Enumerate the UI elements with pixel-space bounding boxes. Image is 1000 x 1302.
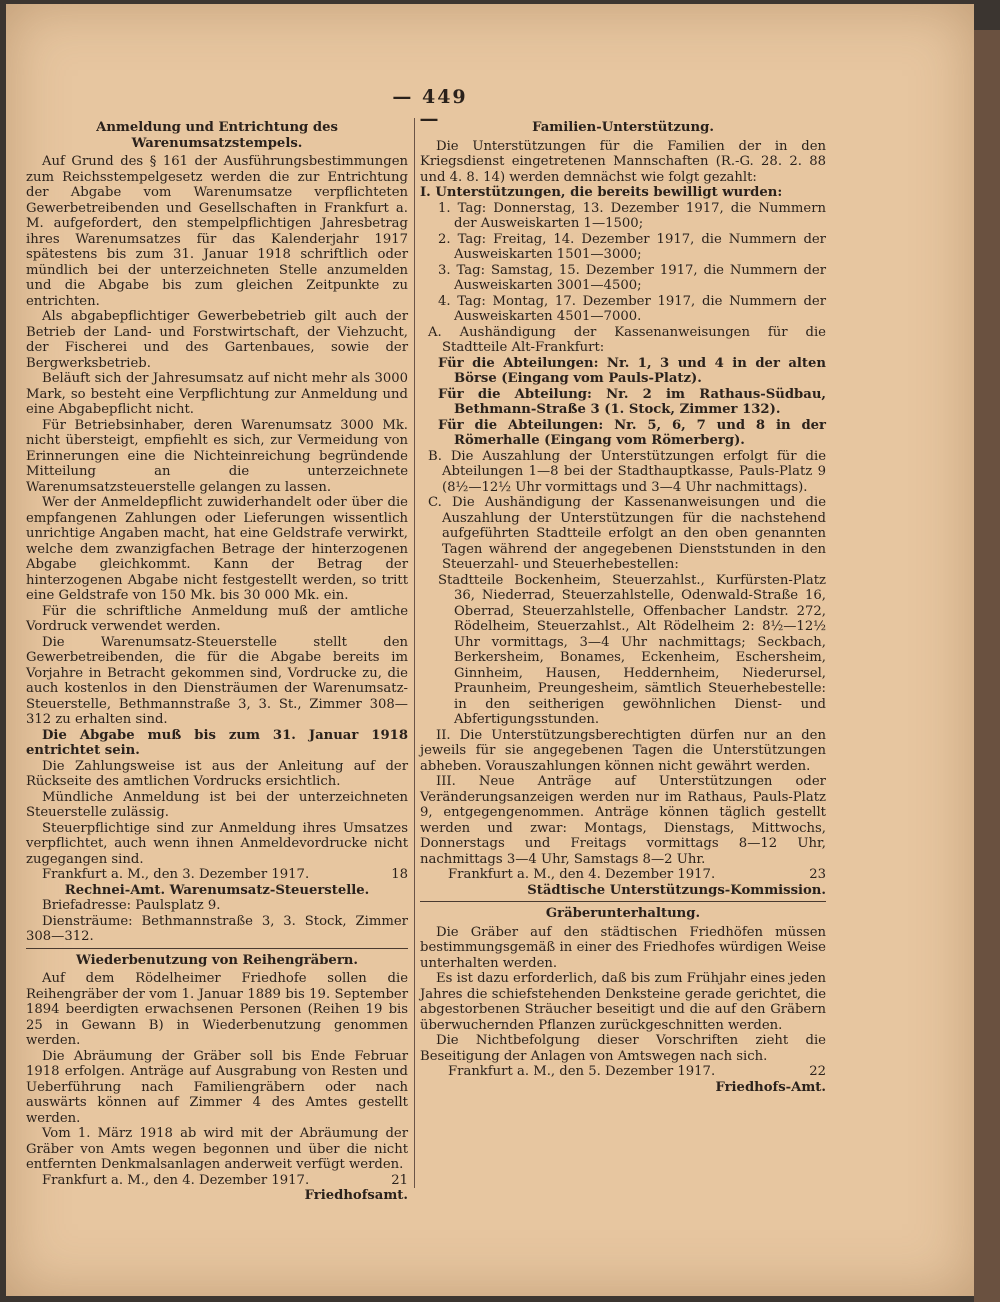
list-item: 3. Tag: Samstag, 15. Dezember 1917, die Nummern der Ausweiskarten 3001—4500; <box>438 262 826 293</box>
section-title-reihengraeber: Wiederbenutzung von Reihengräbern. <box>76 952 358 968</box>
address-line: Briefadresse: Paulsplatz 9. <box>42 898 221 913</box>
list-item: C. Die Aushändigung der Kassenanweisungen und die Auszahlung der Unterstützungen für die nachstehend aufgeführten Stadtteile erfolgt an den oben genannten Tagen während der angegebenen Dienststunden in den Steuerzahl- und Steuerhebestellen: <box>428 495 826 572</box>
paragraph: Steuerpflichtige sind zur Anmeldung ihres Umsatzes verpflichtet, auch wenn ihnen Anmeldevordrucke nicht zugegangen sind. <box>26 820 408 867</box>
left-column <box>26 118 408 1204</box>
list-item: 4. Tag: Montag, 17. Dezember 1917, die Nummern der Ausweiskarten 4501—7000. <box>438 293 826 324</box>
date-line: Frankfurt a. M., den 3. Dezember 1917. <box>42 867 310 882</box>
list-item: 2. Tag: Freitag, 14. Dezember 1917, die Nummern der Ausweiskarten 1501—3000; <box>438 231 826 262</box>
section-title-graeberunterhaltung: Gräberunterhaltung. <box>545 906 701 921</box>
paragraph: Die Abgabe muß bis zum 31. Januar 1918 entrichtet sein. <box>26 727 408 758</box>
paragraph: Die Zahlungsweise ist aus der Anleitung auf der Rückseite des amtlichen Vordrucks ersichtlich. <box>26 758 408 789</box>
list-item: 1. Tag: Donnerstag, 13. Dezember 1917, die Nummern der Ausweiskarten 1—1500; <box>438 200 826 231</box>
list-item: Stadtteile Bockenheim, Steuerzahlst., Kurfürsten-Platz 36, Niederrad, Steuerzahlstelle, Odenwald-Straße 16, Oberrad, Steuerzahlstelle, Offenbacher Landstr. 272, Rödelheim, Steuerzahlst., Alt Rödelheim 2: 8½—12½ Uhr vormittags, 3—4 Uhr nachmittags; Seckbach, Berkersheim, Bonames, Eckenheim, Eschersheim, Ginnheim, Hausen, Heddernheim, Niederursel, Praunheim, Preungesheim, sämtlich Steuerhebestelle: in den seitherigen gewöhnlichen Dienst- und Abfertigungsstunden. <box>438 572 826 727</box>
signature: Städtische Unterstützungs-Kommission. <box>527 882 826 898</box>
signature-line <box>420 867 826 883</box>
address-line: Diensträume: Bethmannstraße 3, 3. Stock, Zimmer 308—312. <box>26 913 408 944</box>
paragraph: Mündliche Anmeldung ist bei der unterzeichneten Steuerstelle zulässig. <box>26 789 408 820</box>
list-item: Für die Abteilung: Nr. 2 im Rathaus-Südbau, Bethmann-Straße 3 (1. Stock, Zimmer 132). <box>438 386 826 417</box>
paragraph: Als abgabepflichtiger Gewerbebetrieb gilt auch der Betrieb der Land- und Forstwirtschaft, der Viehzucht, der Fischerei und des Gartenbaues, sowie der Bergwerksbetrieb. <box>26 309 408 371</box>
signature: Friedhofsamt. <box>304 1188 408 1203</box>
list-item: Für die Abteilungen: Nr. 5, 6, 7 und 8 in der Römerhalle (Eingang vom Römerberg). <box>438 417 826 448</box>
paragraph: I. Unterstützungen, die bereits bewilligt wurden: <box>420 185 783 200</box>
notice-number: 18 <box>391 867 408 882</box>
paragraph: Es ist dazu erforderlich, daß bis zum Frühjahr eines jeden Jahres die schiefstehenden Denksteine gerade gerichtet, die abgestorbenen Sträucher beseitigt und die auf den Gräbern überwuchernden Pflanzen zurückgeschnitten werden. <box>420 971 826 1033</box>
paragraph: Die Gräber auf den städtischen Friedhöfen müssen bestimmungsgemäß in einer des Friedhofes würdigen Weise unterhalten werden. <box>420 924 826 971</box>
paragraph: Die Unterstützungen für die Familien der in den Kriegsdienst eingetretenen Mannschaften (R.-G. 28. 2. 88 und 4. 8. 14) werden demnächst wie folgt gezahlt: <box>420 138 826 185</box>
notice-number: 23 <box>809 867 826 882</box>
book-edge <box>974 30 1000 1302</box>
paragraph: Für Betriebsinhaber, deren Warenumsatz 3000 Mk. nicht übersteigt, empfiehlt es sich, zur Vermeidung von Erinnerungen eine die Nichteinreichung begründende Mitteilung an die unterzeichnete Warenumsatzsteuerstelle gelangen zu lassen. <box>26 417 408 495</box>
signature-line <box>26 867 408 883</box>
date-line: Frankfurt a. M., den 4. Dezember 1917. <box>448 867 716 882</box>
notice-number: 22 <box>809 1064 826 1079</box>
paragraph: Die Abräumung der Gräber soll bis Ende Februar 1918 erfolgen. Anträge auf Ausgrabung von Resten und Ueberführung nach Familiengräbern oder nach auswärts können auf Zimmer 4 des Amtes gestellt werden. <box>26 1048 408 1126</box>
paragraph: Für die schriftliche Anmeldung muß der amtliche Vordruck verwendet werden. <box>26 603 408 634</box>
paragraph: Auf dem Rödelheimer Friedhofe sollen die Reihengräber der vom 1. Januar 1889 bis 19. September 1894 beerdigten erwachsenen Personen (Reihen 19 bis 25 in Gewann B) in Wiederbenutzung genommen werden. <box>26 971 408 1048</box>
right-column <box>420 118 826 1095</box>
notice-number: 21 <box>391 1172 408 1188</box>
date-line: Frankfurt a. M., den 4. Dezember 1917. <box>42 1172 310 1188</box>
signature: Rechnei-Amt. Warenumsatz-Steuerstelle. <box>64 882 370 898</box>
paragraph: Vom 1. März 1918 ab wird mit der Abräumung der Gräber von Amts wegen begonnen und über die nicht entfernten Denkmalsanlagen anderweit verfügt werden. <box>26 1126 408 1172</box>
paragraph: III. Neue Anträge auf Unterstützungen oder Veränderungsanzeigen werden nur im Rathaus, Pauls-Platz 9, entgegengenommen. Anträge können täglich gestellt werden und zwar: Montags, Dienstags, Mittwochs, Donnerstags und Freitags vormittags 8—12 Uhr, nachmittags 3—4 Uhr, Samstags 8—2 Uhr. <box>420 774 826 867</box>
date-line: Frankfurt a. M., den 5. Dezember 1917. <box>448 1064 716 1079</box>
list-item: A. Aushändigung der Kassenanweisungen für die Stadtteile Alt-Frankfurt: <box>428 324 826 355</box>
paragraph: Beläuft sich der Jahresumsatz auf nicht mehr als 3000 Mark, so besteht eine Verpflichtung zur Anmeldung und eine Abgabepflicht nicht. <box>26 371 408 417</box>
list-item: Für die Abteilungen: Nr. 1, 3 und 4 in der alten Börse (Eingang vom Pauls-Platz). <box>438 355 826 386</box>
paragraph: Wer der Anmeldepflicht zuwiderhandelt oder über die empfangenen Zahlungen oder Lieferungen wissentlich unrichtige Angaben macht, hat eine Geldstrafe verwirkt, welche dem zwanzigfachen Betrage der hinterzogenen Abgabe gleichkommt. Kann der Betrag der hinterzogenen Abgabe nicht festgestellt werden, so tritt eine Geldstrafe von 150 Mk. bis 30 000 Mk. ein. <box>26 495 408 603</box>
paragraph: Die Nichtbefolgung dieser Vorschriften zieht die Beseitigung der Anlagen von Amtswegen nach sich. <box>420 1033 826 1064</box>
section-title-warenumsatz: Anmeldung und Entrichtung des Warenumsatzstempels. <box>96 120 338 151</box>
signature-line <box>26 1173 408 1189</box>
section-title-familien: Familien-Unterstützung. <box>532 120 714 135</box>
paragraph: II. Die Unterstützungsberechtigten dürfen nur an den jeweils für sie angegebenen Tagen die Unterstützungen abheben. Vorauszahlungen können nicht gewährt werden. <box>420 727 826 774</box>
column-divider <box>414 118 415 1188</box>
signature-line <box>420 1064 826 1080</box>
signature: Friedhofs-Amt. <box>715 1079 826 1095</box>
section-rule <box>420 901 826 902</box>
paragraph: Auf Grund des § 161 der Ausführungsbestimmungen zum Reichsstempelgesetz werden die zur Entrichtung der Abgabe vom Warenumsatze verpflichteten Gewerbetreibenden und Gesellschaften in Frankfurt a. M. aufgefordert, den stempelpflichtigen Jahresbetrag ihres Warenumsatzes für das Kalenderjahr 1917 spätestens bis zum 31. Januar 1918 schriftlich oder mündlich bei der unterzeichneten Stelle anzumelden und die Abgabe bis zum gleichen Zeitpunkte zu entrichten. <box>26 154 408 309</box>
paragraph: Die Warenumsatz-Steuerstelle stellt den Gewerbetreibenden, die für die Abgabe bereits im Vorjahre in Betracht gekommen sind, Vordrucke zu, die auch kostenlos in den Diensträumen der Warenumsatz-Steuerstelle, Bethmannstraße 3, 3. St., Zimmer 308—312 zu erhalten sind. <box>26 634 408 727</box>
section-rule <box>26 948 408 949</box>
list-item: B. Die Auszahlung der Unterstützungen erfolgt für die Abteilungen 1—8 bei der Stadthauptkasse, Pauls-Platz 9 (8½—12½ Uhr vormittags und 3—4 Uhr nachmittags). <box>428 448 826 495</box>
page-number: — 449 — <box>392 86 468 130</box>
